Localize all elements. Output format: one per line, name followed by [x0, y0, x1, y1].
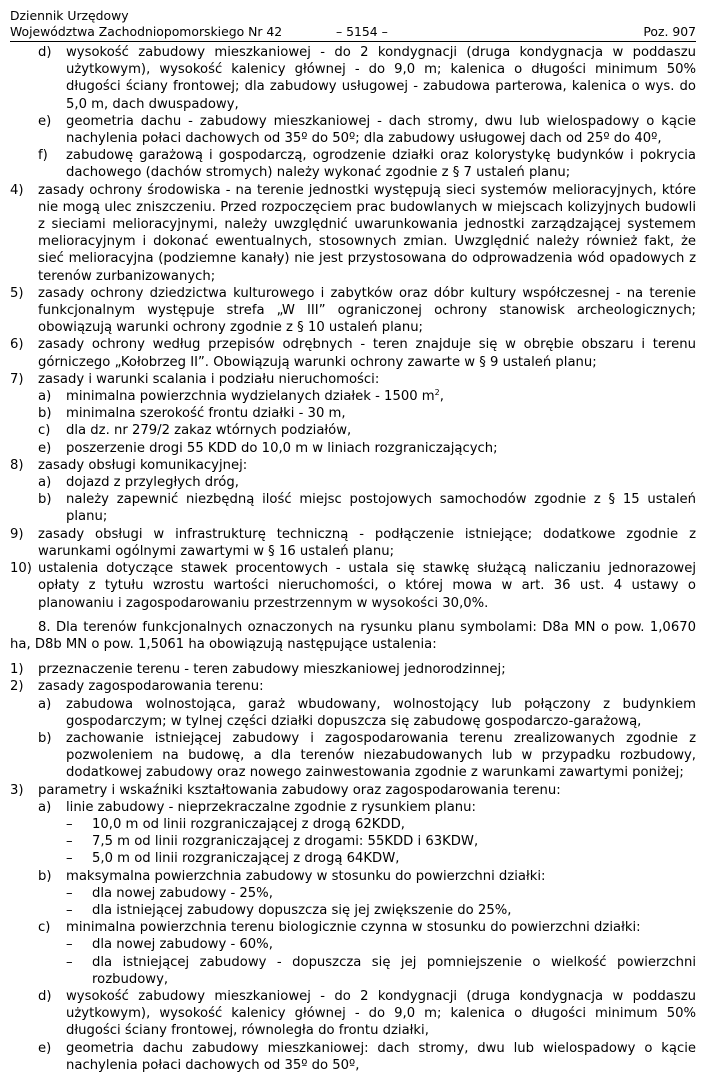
item-marker: c) — [38, 423, 51, 439]
journal-title: Dziennik Urzędowy — [10, 8, 129, 23]
list-item — [10, 885, 696, 902]
list-item — [10, 474, 696, 491]
item-marker: a) — [38, 389, 52, 405]
item-text-end: , — [439, 389, 444, 405]
list-item — [10, 661, 696, 678]
item-text: geometria dachu - zabudowy mieszkaniowej - dach stromy, dwu lub wielospadowy o kącie nachylenia połaci dachowych od 35º do 50º; dla zabudowy usługowej dach od 25º do 40º, — [66, 113, 696, 147]
list-item — [10, 868, 696, 885]
item-marker: 5) — [10, 285, 24, 301]
dash-marker: – — [66, 816, 73, 832]
item-text: zasady i warunki scalania i podziału nieruchomości: — [38, 371, 380, 387]
item-marker: b) — [38, 406, 52, 422]
list-item — [10, 696, 696, 730]
dash-marker: – — [66, 954, 73, 970]
list-item — [10, 285, 696, 337]
item-marker: 9) — [10, 526, 24, 542]
dash-marker: – — [66, 902, 73, 918]
item-text: minimalna szerokość frontu działki - 30 m, — [66, 406, 346, 422]
page-header — [10, 8, 696, 42]
item-text: wysokość zabudowy mieszkaniowej - do 2 kondygnacji (druga kondygnacja w poddaszu użytkowym), wysokość kalenicy głównej - do 9,0 m; kalenica o długości minimum 50% długości ściany frontowej, równoległa do frontu działki, — [66, 988, 696, 1039]
list-item — [10, 988, 696, 1040]
list-item — [10, 336, 696, 370]
item-text: linie zabudowy - nieprzekraczalne zgodnie z rysunkiem planu: — [66, 799, 476, 815]
item-text: dla nowej zabudowy - 60%, — [92, 937, 273, 953]
list-item — [10, 405, 696, 422]
list-item — [10, 371, 696, 388]
superscript: 2 — [434, 388, 440, 398]
list-item — [10, 902, 696, 919]
item-marker: f) — [38, 148, 48, 164]
list-item — [10, 954, 696, 988]
item-marker: b) — [38, 492, 52, 508]
item-text: zasady ochrony środowiska - na terenie jednostki występują sieci systemów melioracyjnych, które nie mogą ulec zniszczeniu. Przed rozpoczęciem prac budowlanych w miejscach kolizyjnych budowli z sieciami melioracyjnymi, należy uwzględnić uwarunkowania jednostki zarządzającej systemem melioracyjnym i dokonać ewentualnych, stosownych zmian. Uwzględnić należy również fakt, że sieć melioracyjna (podziemne kanały) nie jest przystosowana do odprowadzenia wód opadowych z terenów zurbanizowanych; — [38, 182, 696, 284]
list-item — [10, 147, 696, 181]
document-body — [10, 44, 696, 1074]
item-marker: 7) — [10, 371, 24, 387]
item-text: 7,5 m od linii rozgraniczającej z drogami: 55KDD i 63KDW, — [92, 834, 479, 850]
item-text: zasady obsługi w infrastrukturę techniczną - podłączenie istniejące; dodatkowe zgodnie z warunkami ogólnymi zawartymi w § 16 ustaleń planu; — [38, 526, 696, 559]
list-item — [10, 1040, 696, 1074]
list-item — [10, 833, 696, 850]
item-text: wysokość zabudowy mieszkaniowej - do 2 kondygnacji (druga kondygnacja w poddaszu użytkowym), wysokość kalenicy głównej - do 9,0 m; kalenica o długości minimum 50% długości ściany frontowej; dla zabudowy usługowej - zabudowa parterowa, kalenica o wys. do 5,0 m, dach dwuspadowy, — [66, 45, 696, 112]
item-text: minimalna powierzchnia terenu biologicznie czynna w stosunku do powierzchni działki: — [66, 920, 641, 936]
item-text: dla istniejącej zabudowy - dopuszcza się jej pomniejszenie o wielkość powierzchni rozbudowy, — [92, 954, 696, 987]
item-marker: d) — [38, 988, 52, 1004]
position-number: Poz. 907 — [643, 24, 696, 39]
item-marker: e) — [38, 440, 52, 456]
list-item — [10, 422, 696, 439]
item-text: zasady obsługi komunikacyjnej: — [38, 457, 248, 473]
list-item — [10, 457, 696, 474]
list-item — [10, 388, 696, 405]
item-text: przeznaczenie terenu - teren zabudowy mieszkaniowej jednorodzinnej; — [38, 662, 506, 678]
header-rule — [10, 41, 696, 42]
item-marker: 2) — [10, 679, 24, 695]
item-marker: 8) — [10, 457, 24, 473]
item-text: ustalenia dotyczące stawek procentowych - ustala się stawkę służącą naliczaniu jednorazowej opłaty z tytułu wzrostu wartości nieruchomości, o której mowa w art. 36 ust. 4 ustawy o planowaniu i zagospodarowaniu przestrzennym w wysokości 30,0%. — [38, 561, 696, 611]
item-marker: 10) — [10, 561, 32, 577]
item-text: minimalna powierzchnia wydzielanych działek - 1500 m — [66, 389, 435, 405]
list-item — [10, 113, 696, 147]
list-item — [10, 936, 696, 953]
item-text: dla nowej zabudowy - 25%, — [92, 885, 273, 901]
list-item — [10, 782, 696, 799]
list-item — [10, 799, 696, 816]
list-item — [10, 816, 696, 833]
item-text: dla dz. nr 279/2 zakaz wtórnych podziałów, — [66, 423, 352, 439]
item-marker: a) — [38, 696, 52, 712]
list-item — [10, 440, 696, 457]
dash-marker: – — [66, 885, 73, 901]
item-text: zabudowa wolnostojąca, garaż wbudowany, wolnostojący lub połączony z budynkiem gospodarczym; w tylnej części działki dopuszcza się zabudowę gospodarczo-garażową, — [66, 696, 696, 729]
item-text: zasady ochrony dziedzictwa kulturowego i zabytków oraz dóbr kultury współczesnej - na terenie funkcjonalnym występuje strefa „W III” ograniczonej ochrony stanowisk archeologicznych; obowiązują warunki ochrony zgodnie z § 10 ustaleń planu; — [38, 285, 696, 336]
item-marker: a) — [38, 475, 52, 491]
list-item — [10, 730, 696, 782]
item-marker: a) — [38, 799, 52, 815]
item-marker: d) — [38, 45, 52, 60]
list-item — [10, 491, 696, 525]
dash-marker: – — [66, 851, 73, 867]
list-item — [10, 526, 696, 560]
journal-subtitle: Województwa Zachodniopomorskiego Nr 42 — [10, 24, 283, 39]
dash-marker: – — [66, 937, 73, 953]
item-text: zabudowę garażową i gospodarczą, ogrodzenie działki oraz kolorystykę budynków i pokrycia dachowego (dachów stromych) należy wykonać zgodnie z § 7 ustaleń planu; — [66, 148, 696, 181]
list-item — [10, 850, 696, 867]
item-marker: 6) — [10, 337, 24, 353]
item-text: poszerzenie drogi 55 KDD do 10,0 m w liniach rozgraniczających; — [66, 440, 498, 456]
item-marker: c) — [38, 920, 51, 936]
dash-marker: – — [66, 834, 73, 850]
item-text: dla istniejącej zabudowy dopuszcza się jej zwiększenie do 25%, — [92, 902, 512, 918]
item-text: 10,0 m od linii rozgraniczającej z drogą 62KDD, — [92, 816, 405, 832]
paragraph-8: 8. Dla terenów funkcjonalnych oznaczonych na rysunku planu symbolami: D8a MN o pow. 1,0670 ha, D8b MN o pow. 1,5061 ha obowiązują następujące ustalenia: — [10, 619, 696, 652]
list-item — [10, 44, 696, 113]
item-text: maksymalna powierzchnia zabudowy w stosunku do powierzchni działki: — [66, 868, 546, 884]
page-number: – 5154 – — [336, 24, 388, 39]
item-text: zasady zagospodarowania terenu: — [38, 679, 264, 695]
item-text: zachowanie istniejącej zabudowy i zagospodarowania terenu zrealizowanych zgodnie z pozwoleniem na budowę, a dla terenów niezabudowanych lub w przypadku rozbudowy, dodatkowej zabudowy oraz nowego zainwestowania zgodnie z warunkami zawartymi poniżej; — [66, 730, 696, 781]
list-item — [10, 560, 696, 612]
item-text: dojazd z przyległych dróg, — [66, 475, 239, 491]
item-marker: b) — [38, 730, 52, 746]
list-item — [10, 182, 696, 285]
list-item — [10, 919, 696, 936]
item-marker: 1) — [10, 662, 24, 678]
list-item — [10, 678, 696, 695]
item-text: należy zapewnić niezbędną ilość miejsc postojowych samochodów zgodnie z § 15 ustaleń planu; — [66, 492, 696, 525]
item-marker: 4) — [10, 182, 24, 198]
item-marker: e) — [38, 113, 52, 129]
item-text: geometria dachu zabudowy mieszkaniowej: dach stromy, dwu lub wielospadowy o kącie nachylenia połaci dachowych od 35º do 50º, — [66, 1040, 696, 1073]
item-marker: 3) — [10, 782, 24, 798]
item-text: zasady ochrony według przepisów odrębnych - teren znajduje się w obrębie obszaru i terenu górniczego „Kołobrzeg II”. Obowiązują warunki ochrony zawarte w § 9 ustaleń planu; — [38, 337, 696, 370]
item-marker: e) — [38, 1040, 52, 1056]
item-text: 5,0 m od linii rozgraniczającej z drogą 64KDW, — [92, 851, 400, 867]
item-text: parametry i wskaźniki kształtowania zabudowy oraz zagospodarowania terenu: — [38, 782, 561, 798]
item-marker: b) — [38, 868, 52, 884]
